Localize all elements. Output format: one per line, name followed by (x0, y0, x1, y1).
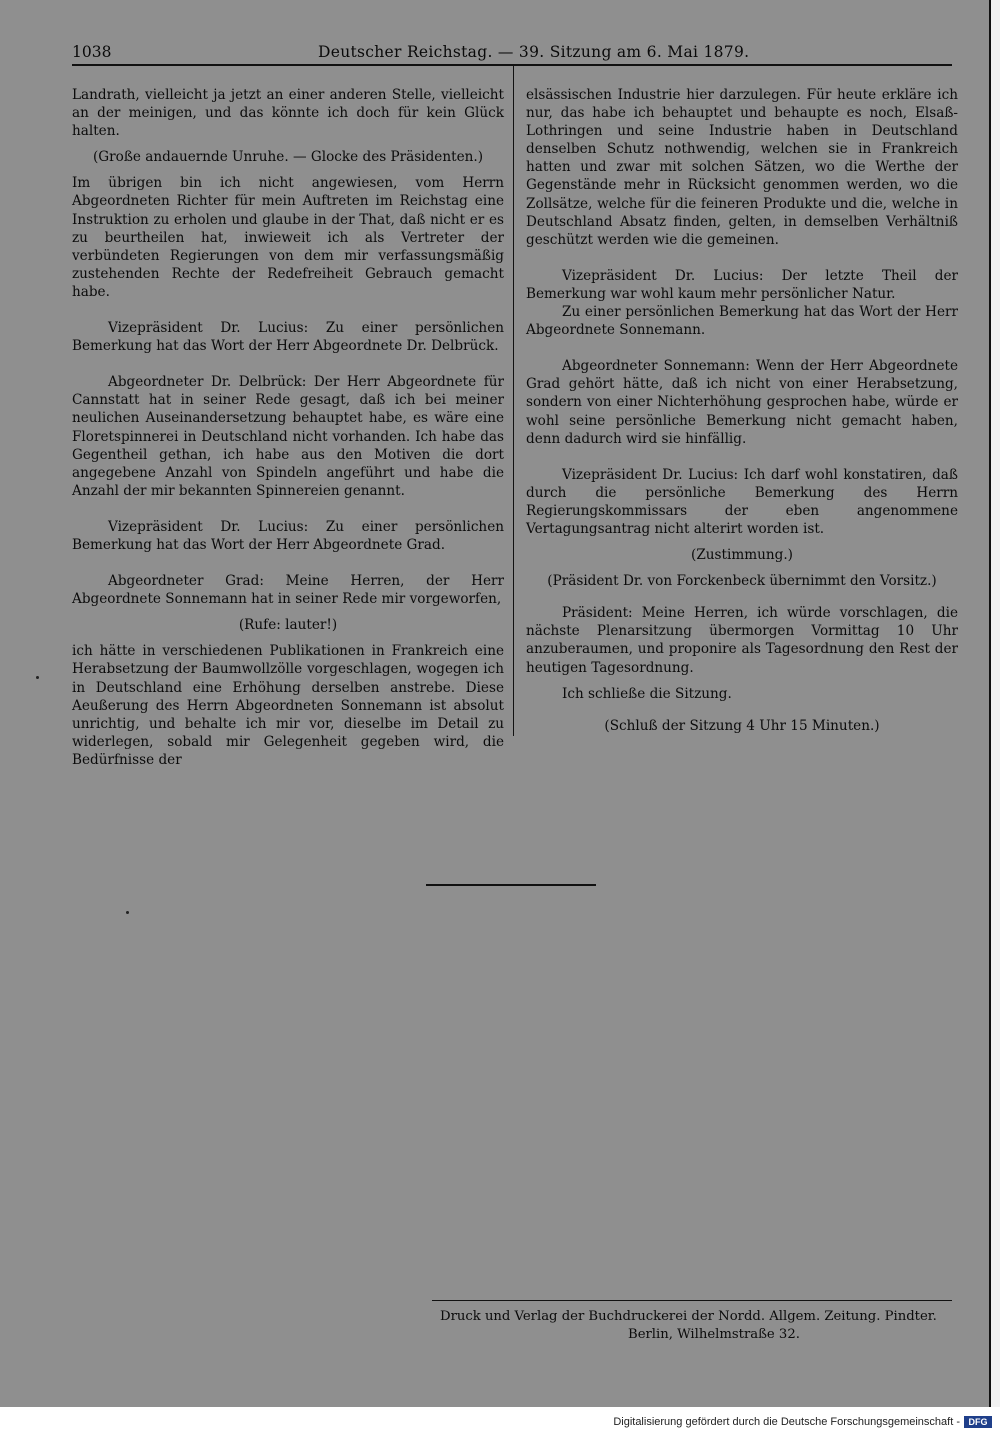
stage-direction: (Präsident Dr. von Forckenbeck übernimmt den Vorsitz.) (547, 573, 937, 590)
speaker-paragraph: Vizepräsident Dr. Lucius: Zu einer persönlichen Bemerkung hat das Wort der Herr Abgeordnete Grad. (72, 518, 504, 553)
left-column (72, 86, 504, 769)
stage-direction: (Rufe: lauter!) (238, 617, 338, 634)
paragraph: elsässischen Industrie hier darzulegen. Für heute erkläre ich nur, das habe ich behauptet und behaupte es noch, Elsaß-Lothringen und seine Industrie haben in Deutschland denselben Schutz nothwendig, welchen sie in Frankreich hatten und zwar mit solchen Sätzen, wo die Werthe der Gegenstände mehr in Rücksicht genommen werden, wo die Zollsätze, welche für die feineren Produkte und die, welche in Deutschland Absatz finden, gelten, in demselben Verhältniß geschützt werden wie die gemeinen. (526, 87, 958, 248)
stage-direction: (Große andauernde Unruhe. — Glocke des Präsidenten.) (92, 149, 483, 166)
print-speck (126, 911, 129, 914)
imprint-line: Berlin, Wilhelmstraße 32. (628, 1327, 800, 1342)
paragraph: Ich schließe die Sitzung. (562, 685, 732, 702)
paragraph: ich hätte in verschiedenen Publikationen in Frankreich eine Herabsetzung der Baumwollzölle vorgeschlagen, wogegen ich in Deutschland eine Erhöhung derselben anstrebe. Diese Aeußerung des Herrn Abgeordneten Sonnemann ist absolut unrichtig, und behalte ich mir vor, dieselbe im Detail zu widerlegen, sobald mir Gelegenheit gegeben wird, die Bedürfnisse der (72, 643, 504, 768)
running-header (72, 40, 952, 66)
running-title: Deutscher Reichstag. — 39. Sitzung am 6. Mai 1879. (318, 43, 750, 61)
print-speck (36, 676, 39, 679)
digitization-footer (0, 1407, 1000, 1432)
right-column (526, 86, 958, 735)
paragraph: Zu einer persönlichen Bemerkung hat das Wort der Herr Abgeordnete Sonnemann. (526, 304, 958, 339)
speaker-paragraph: Vizepräsident Dr. Lucius: Zu einer persönlichen Bemerkung hat das Wort der Herr Abgeordnete Dr. Delbrück. (72, 320, 504, 355)
column-divider (513, 66, 514, 736)
imprint-line: Druck und Verlag der Buchdruckerei der Nordd. Allgem. Zeitung. Pindter. (440, 1309, 937, 1324)
funding-credit: Digitalisierung gefördert durch die Deutsche Forschungsgemeinschaft - (613, 1416, 960, 1428)
paragraph: Im übrigen bin ich nicht angewiesen, vom Herrn Abgeordneten Richter für mein Auftreten im Reichstag eine Instruktion zu erholen und glaube in der That, daß nicht er es zu beurtheilen hat, inwieweit ich als Vertreter der verbündeten Regierungen von dem mir verfassungsmäßig zustehenden Rechte der Redefreiheit Gebrauch gemacht habe. (72, 175, 504, 300)
imprint-rule (432, 1300, 952, 1301)
end-rule (426, 884, 596, 886)
speaker-paragraph: Präsident: Meine Herren, ich würde vorschlagen, die nächste Plenarsitzung übermorgen Vormittag 10 Uhr anzuberaumen, und proponire als Tagesordnung den Rest der heutigen Tagesordnung. (526, 605, 958, 676)
page-edge (989, 0, 1000, 1407)
dfg-logo: DFG (964, 1416, 992, 1428)
paragraph: Landrath, vielleicht ja jetzt an einer anderen Stelle, vielleicht an der meinigen, und das könnte ich doch für kein Glück halten. (72, 87, 504, 140)
speaker-paragraph: Abgeordneter Grad: Meine Herren, der Herr Abgeordnete Sonnemann hat in seiner Rede mir vorgeworfen, (72, 573, 504, 608)
imprint (440, 1308, 960, 1344)
stage-direction: (Zustimmung.) (691, 547, 793, 564)
header-rule (72, 64, 952, 66)
stage-direction: (Schluß der Sitzung 4 Uhr 15 Minuten.) (604, 717, 880, 734)
speaker-paragraph: Vizepräsident Dr. Lucius: Ich darf wohl konstatiren, daß durch die persönliche Bemerkung des Herrn Regierungskommissars der eben angenommene Vertagungsantrag nicht alterirt worden ist. (526, 466, 958, 537)
speaker-paragraph: Abgeordneter Sonnemann: Wenn der Herr Abgeordnete Grad gehört hätte, daß ich nicht von einer Herabsetzung, sondern von einer Nichterhöhung gesprochen habe, würde er wohl seine persönliche Bemerkung nicht gemacht haben, denn dadurch wird sie hinfällig. (526, 358, 958, 447)
speaker-paragraph: Abgeordneter Dr. Delbrück: Der Herr Abgeordnete für Cannstatt hat in seiner Rede gesagt, daß ich bei meiner neulichen Auseinandersetzung behauptet habe, es wäre eine Floretspinnerei in Deutschland nicht vorhanden. Ich habe das Gegentheil gethan, ich habe aus den Motiven die dort angegebene Anzahl von Spindeln angeführt und habe die Anzahl der mir bekannten Spinnereien genannt. (72, 374, 504, 499)
page-number: 1038 (72, 43, 112, 61)
speaker-paragraph: Vizepräsident Dr. Lucius: Der letzte Theil der Bemerkung war wohl kaum mehr persönlicher Natur. (526, 267, 958, 302)
